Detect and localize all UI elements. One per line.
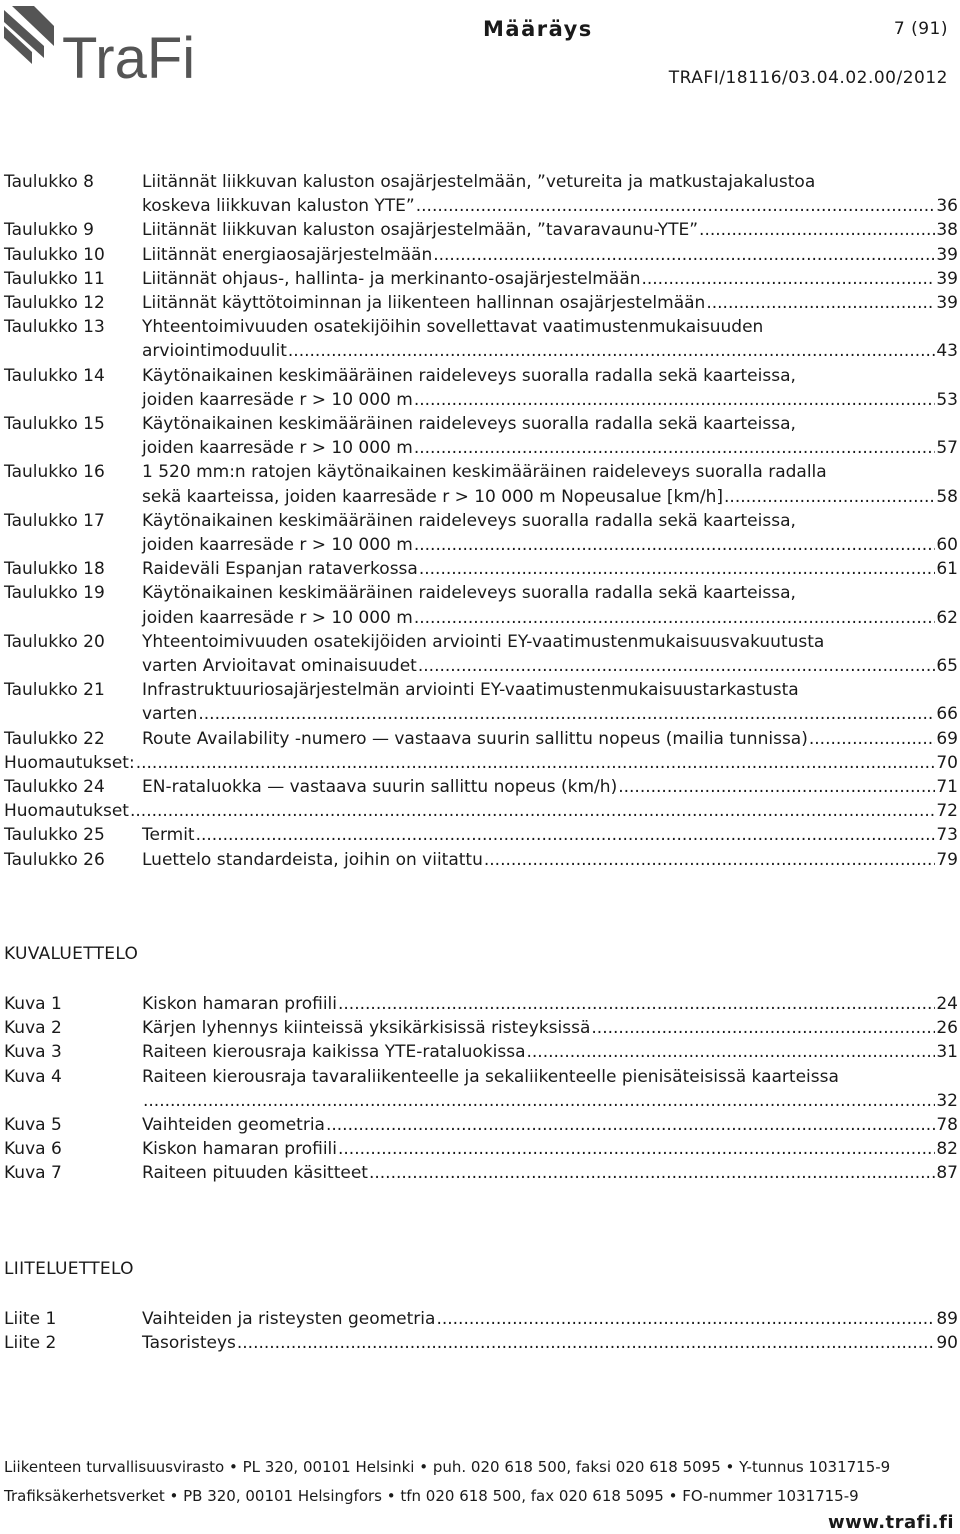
entry-title: koskeva liikkuvan kaluston YTE” [142, 196, 415, 217]
entry-line [142, 557, 958, 581]
entry-label: Taulukko 16 [4, 462, 105, 483]
entry-line [142, 243, 958, 267]
entry-line: Infrastruktuuriosajärjestelmän arviointi EY-vaatimustenmukaisuustarkastusta [142, 680, 799, 701]
entry-title: Liitännät käyttötoiminnan ja liikenteen hallinnan osajärjestelmään [142, 293, 706, 314]
entry-label: Taulukko 18 [4, 559, 105, 580]
entry-page-number: 62 [936, 607, 958, 628]
entry-line: Käytönaikainen keskimääräinen raideleveys suoralla radalla sekä kaarteissa, [142, 583, 796, 604]
entry-title: varten [142, 704, 198, 725]
entry-label: Taulukko 22 [4, 728, 105, 749]
entry-page-number: 31 [936, 1042, 958, 1063]
entry-title: EN-rataluokka — vastaava suurin sallittu nopeus (km/h) [142, 777, 618, 798]
entry-line [142, 1137, 958, 1161]
entry-line: Käytönaikainen keskimääräinen raideleveys suoralla radalla sekä kaarteissa, [142, 414, 796, 435]
entry-line: Käytönaikainen keskimääräinen raideleveys suoralla radalla sekä kaarteissa, [142, 365, 796, 386]
figure-list [4, 992, 958, 1186]
entry-title: Raideväli Espanjan rataverkossa [142, 559, 418, 580]
entry-label: Taulukko 24 [4, 777, 105, 798]
dot-leader [414, 388, 936, 412]
entry-line [142, 218, 958, 242]
entry-line [142, 436, 958, 460]
entry-line [142, 533, 958, 557]
toc-entry[interactable] [4, 1113, 958, 1137]
entry-title: Tasoristeys [142, 1333, 236, 1354]
dot-leader [419, 557, 936, 581]
entry-page-number: 57 [936, 438, 958, 459]
dot-leader [414, 533, 936, 557]
entry-label: Taulukko 9 [4, 220, 94, 241]
toc-entry[interactable] [4, 1016, 958, 1040]
dot-leader [198, 702, 935, 726]
entry-label: Kuva 2 [4, 1018, 62, 1039]
entry-line [142, 339, 958, 363]
toc-entry[interactable] [4, 1040, 958, 1064]
entry-line [142, 775, 958, 799]
entry-page-number: 43 [936, 341, 958, 362]
entry-line [142, 1089, 958, 1113]
entry-label: Kuva 1 [4, 994, 62, 1014]
entry-line [142, 1113, 958, 1137]
entry-line [142, 194, 958, 218]
entry-label: Kuva 7 [4, 1163, 62, 1184]
dot-leader [196, 823, 936, 847]
toc-entry[interactable] [4, 1161, 958, 1185]
toc-entry[interactable] [4, 557, 958, 581]
entry-title: Kiskon hamaran profiili [142, 1139, 337, 1160]
entry-page-number: 60 [936, 535, 958, 556]
dot-leader [418, 654, 936, 678]
dot-leader [414, 606, 936, 630]
footer-address-fi: Liikenteen turvallisuusvirasto • PL 320, 00101 Helsinki • puh. 020 618 500, faksi 020 618 5095 • Y-tunnus 1031715-9 [4, 1458, 891, 1476]
entry-page-number: 39 [936, 293, 958, 314]
entry-label: Taulukko 26 [4, 849, 105, 870]
toc-entry[interactable] [4, 364, 958, 412]
entry-line: Yhteentoimivuuden osatekijöihin sovellettavat vaatimustenmukaisuuden [142, 317, 764, 338]
toc-entry[interactable] [4, 291, 958, 315]
toc-entry[interactable] [4, 243, 958, 267]
entry-title: Vaihteiden geometria [142, 1115, 325, 1136]
dot-leader [416, 194, 936, 218]
entry-label: Liite 2 [4, 1333, 57, 1354]
entry-title: Kiskon hamaran profiili [142, 994, 337, 1014]
toc-entry[interactable] [4, 678, 958, 726]
svg-text:TraFi: TraFi [62, 26, 196, 91]
entry-label: Liite 1 [4, 1309, 57, 1329]
dot-leader [326, 1113, 935, 1137]
toc-entry[interactable] [4, 992, 958, 1016]
entry-label: Taulukko 19 [4, 583, 105, 604]
entry-page-number: 87 [936, 1163, 958, 1184]
dot-leader [288, 339, 935, 363]
entry-line [142, 388, 958, 412]
toc-entry[interactable] [4, 823, 958, 847]
entry-line [142, 992, 958, 1016]
entry-page-number: 78 [936, 1115, 958, 1136]
dot-leader [414, 436, 936, 460]
entry-line [4, 751, 958, 775]
entry-page-number: 72 [936, 801, 958, 822]
entry-page-number: 53 [936, 389, 958, 410]
entry-page-number: 26 [936, 1018, 958, 1039]
entry-page-number: 82 [936, 1139, 958, 1160]
entry-line: Yhteentoimivuuden osatekijöiden arviointi EY-vaatimustenmukaisuusvakuutusta [142, 631, 825, 652]
entry-line: Raiteen kierousraja tavaraliikenteelle ja sekaliikenteelle pienisäteisissä kaarteissa [142, 1066, 839, 1087]
entry-line [142, 606, 958, 630]
table-list [4, 170, 958, 872]
entry-title: joiden kaarresäde r > 10 000 m [142, 438, 413, 459]
toc-entry[interactable] [4, 775, 958, 799]
entry-page-number: 65 [936, 656, 958, 677]
figures-section-title: KUVALUETTELO [4, 944, 139, 964]
toc-entry[interactable] [4, 170, 958, 218]
dot-leader [369, 1161, 935, 1185]
entry-title: arviointimoduulit [142, 341, 287, 362]
entry-title: Luettelo standardeista, joihin on viitattu [142, 849, 483, 870]
dot-leader [809, 727, 936, 751]
entry-title: Vaihteiden ja risteysten geometria [142, 1309, 436, 1329]
entry-title: joiden kaarresäde r > 10 000 m [142, 535, 413, 556]
entry-page-number: 70 [936, 752, 958, 773]
entry-line [142, 267, 958, 291]
toc-entry[interactable] [4, 727, 958, 751]
entry-title: Raiteen kierousraja kaikissa YTE-rataluokissa [142, 1042, 526, 1063]
toc-entry[interactable] [4, 1065, 958, 1113]
entry-line [142, 848, 958, 872]
dot-leader [699, 218, 935, 242]
toc-entry[interactable] [4, 799, 958, 823]
toc-entry[interactable] [4, 1137, 958, 1161]
entry-label: Taulukko 14 [4, 365, 105, 386]
dot-leader [527, 1040, 936, 1064]
entry-title: Liitännät energiaosajärjestelmään [142, 244, 433, 265]
footer-address-sv: Trafiksäkerhetsverket • PB 320, 00101 Helsingfors • tfn 020 618 500, fax 020 618 5095 • FO-nummer 1031715-9 [4, 1487, 859, 1505]
toc-entry[interactable] [4, 412, 958, 460]
entry-page-number: 90 [936, 1333, 958, 1354]
entry-label: Taulukko 20 [4, 631, 105, 652]
entry-title: Huomautukset: [4, 752, 135, 773]
entry-line [142, 1331, 958, 1355]
entry-page-number: 32 [936, 1090, 958, 1111]
entry-title: Termit [142, 825, 195, 846]
entry-label: Taulukko 12 [4, 293, 105, 314]
entry-line [142, 291, 958, 315]
dot-leader [338, 992, 935, 1016]
appendix-list [4, 1307, 958, 1355]
entry-page-number: 24 [936, 994, 958, 1014]
entry-page-number: 39 [936, 244, 958, 265]
dot-leader [484, 848, 936, 872]
entry-label: Taulukko 13 [4, 317, 105, 338]
dot-leader [618, 775, 935, 799]
entry-title: varten Arvioitavat ominaisuudet [142, 656, 417, 677]
entry-page-number: 38 [936, 220, 958, 241]
entry-line [142, 1307, 958, 1331]
entry-page-number: 71 [936, 777, 958, 798]
entry-line [142, 823, 958, 847]
appendix-section-title: LIITELUETTELO [4, 1259, 134, 1279]
page-number: 7 (91) [893, 19, 948, 39]
entry-line [142, 727, 958, 751]
entry-page-number: 69 [936, 728, 958, 749]
dot-leader [433, 243, 935, 267]
entry-label: Kuva 4 [4, 1066, 62, 1087]
toc-entry[interactable] [4, 460, 958, 508]
toc-entry[interactable] [4, 267, 958, 291]
entry-title: Kärjen lyhennys kiinteissä yksikärkisissä risteyksissä [142, 1018, 591, 1039]
dot-leader [237, 1331, 936, 1355]
entry-title: Raiteen pituuden käsitteet [142, 1163, 368, 1184]
toc-entry[interactable] [4, 751, 958, 775]
entry-line [142, 1016, 958, 1040]
entry-page-number: 61 [936, 559, 958, 580]
entry-label: Taulukko 11 [4, 268, 105, 289]
entry-page-number: 39 [936, 268, 958, 289]
entry-title: Liitännät ohjaus-, hallinta- ja merkinanto-osajärjestelmään [142, 268, 641, 289]
entry-label: Taulukko 8 [4, 172, 94, 192]
dot-leader [338, 1137, 935, 1161]
document-reference: TRAFI/18116/03.04.02.00/2012 [668, 68, 948, 88]
toc-entry[interactable] [4, 509, 958, 557]
entry-label: Taulukko 21 [4, 680, 105, 701]
trafi-logo [4, 2, 220, 94]
entry-label: Taulukko 15 [4, 414, 105, 435]
footer-website-link[interactable]: www.trafi.fi [827, 1512, 954, 1533]
entry-title: Liitännät liikkuvan kaluston osajärjestelmään, ”tavaravaunu-YTE” [142, 220, 699, 241]
entry-page-number: 89 [936, 1309, 958, 1329]
entry-page-number: 79 [936, 849, 958, 870]
entry-label: Taulukko 10 [4, 244, 105, 265]
entry-title: Huomautukset [4, 801, 129, 822]
dot-leader [641, 267, 935, 291]
toc-entry[interactable] [4, 848, 958, 872]
dot-leader [143, 1089, 935, 1113]
entry-line: Liitännät liikkuvan kaluston osajärjestelmään, ”vetureita ja matkustajakalustoa [142, 172, 816, 192]
dot-leader [130, 799, 935, 823]
entry-line [142, 654, 958, 678]
entry-page-number: 36 [936, 196, 958, 217]
toc-entry[interactable] [4, 581, 958, 629]
entry-page-number: 66 [936, 704, 958, 725]
entry-page-number: 58 [936, 486, 958, 507]
entry-page-number: 73 [936, 825, 958, 846]
dot-leader [706, 291, 935, 315]
entry-title: joiden kaarresäde r > 10 000 m [142, 389, 413, 410]
entry-line [142, 702, 958, 726]
entry-title: Route Availability -numero — vastaava suurin sallittu nopeus (mailia tunnissa) [142, 728, 808, 749]
toc-entry[interactable] [4, 315, 958, 363]
toc-entry[interactable] [4, 630, 958, 678]
toc-entry[interactable] [4, 1331, 958, 1355]
entry-line [142, 1161, 958, 1185]
entry-title: joiden kaarresäde r > 10 000 m [142, 607, 413, 628]
entry-line [142, 485, 958, 509]
dot-leader [591, 1016, 935, 1040]
entry-line [142, 1040, 958, 1064]
dot-leader [136, 751, 936, 775]
entry-line [4, 799, 958, 823]
dot-leader [724, 485, 935, 509]
entry-label: Kuva 3 [4, 1042, 62, 1063]
entry-label: Kuva 5 [4, 1115, 62, 1136]
entry-label: Taulukko 25 [4, 825, 105, 846]
toc-entry[interactable] [4, 218, 958, 242]
entry-title: sekä kaarteissa, joiden kaarresäde r > 10 000 m Nopeusalue [km/h] [142, 486, 724, 507]
entry-label: Taulukko 17 [4, 510, 105, 531]
document-type-title: Määräys [483, 17, 593, 41]
entry-line: 1 520 mm:n ratojen käytönaikainen keskimääräinen raideleveys suoralla radalla [142, 462, 827, 483]
entry-label: Kuva 6 [4, 1139, 62, 1160]
entry-line: Käytönaikainen keskimääräinen raideleveys suoralla radalla sekä kaarteissa, [142, 510, 796, 531]
toc-entry[interactable] [4, 1307, 958, 1331]
dot-leader [436, 1307, 935, 1331]
